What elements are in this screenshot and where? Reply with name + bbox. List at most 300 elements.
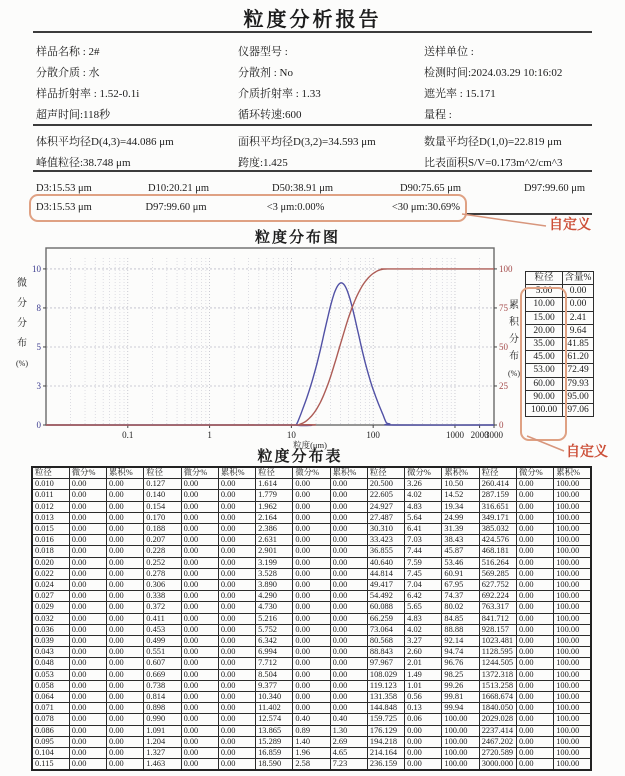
cell: 0.029 [32,602,69,613]
d-value-cell: D10:20.21 μm [148,183,210,194]
cell: 7.59 [405,557,442,568]
cell: 0.607 [144,658,181,669]
cell: 0.00 [218,602,255,613]
cell: 0.00 [69,535,106,546]
cell: 0.00 [330,613,367,624]
cell: 0.00 [107,490,144,501]
cell: 0.228 [144,546,181,557]
cell: 5.65 [405,602,442,613]
header-cell: 粒径 [32,467,69,479]
header-cell: 含量% [563,272,594,285]
cell: 0.00 [293,703,330,714]
cell: 0.00 [405,725,442,736]
sample-info-cell: 检测时间:2024.03.29 10:16:02 [424,66,563,79]
cell: 7.712 [256,658,293,669]
size-column-highlight-box [520,287,567,441]
cell: 2.386 [256,524,293,535]
cell: 159.725 [367,714,404,725]
cell: 0.00 [218,490,255,501]
y-left-axis-label: (%) [16,359,28,368]
cell: 0.00 [516,591,553,602]
cell: 0.00 [181,557,218,568]
cell: 0.00 [405,748,442,759]
cell: 0.00 [218,703,255,714]
cell: 0.00 [69,490,106,501]
cell: 0.00 [107,736,144,747]
plot-frame [46,248,494,425]
header-cell: 粒径 [367,467,404,479]
cell: 0.89 [293,725,330,736]
sample-info-row [36,103,595,124]
cell: 0.00 [516,479,553,490]
cell: 0.00 [107,703,144,714]
cell: 9.377 [256,680,293,691]
cell: 0.00 [516,580,553,591]
cell: 0.00 [330,680,367,691]
cell: 2237.414 [479,725,516,736]
cell: 0.00 [107,479,144,490]
cell: 100.00 [554,759,591,771]
cell: 97.06 [563,404,594,417]
cell: 0.00 [181,591,218,602]
cell: 15.289 [256,736,293,747]
cell: 3.26 [405,479,442,490]
cell: 2.01 [405,658,442,669]
cell: 0.039 [32,636,69,647]
cell: 0.127 [144,479,181,490]
cell: 1.96 [293,748,330,759]
cell: 0.56 [405,692,442,703]
cell: 100.00 [554,669,591,680]
cell: 0.06 [405,714,442,725]
cell: 0.00 [293,501,330,512]
cell: 0.252 [144,557,181,568]
cell: 100.00 [442,725,479,736]
cell: 100.00 [554,479,591,490]
cell: 0.00 [218,524,255,535]
cell: 38.43 [442,535,479,546]
cell: 100.00 [554,725,591,736]
cell: 0.00 [293,535,330,546]
cell: 44.814 [367,568,404,579]
cell: 0.00 [69,748,106,759]
y-left-axis-label: 分 [17,318,27,329]
cell: 0.140 [144,490,181,501]
cell: 5.216 [256,613,293,624]
header-cell: 微分% [405,467,442,479]
differential-curve [46,283,494,426]
cell: 0.00 [69,759,106,771]
cell: 841.712 [479,613,516,624]
cell: 80.02 [442,602,479,613]
cell: 100.00 [442,736,479,747]
header-cell: 粒径 [479,467,516,479]
cell: 0.00 [69,680,106,691]
cell: 131.358 [367,692,404,703]
cell: 0.00 [330,658,367,669]
cell: 0.00 [107,680,144,691]
y-left-tick-label: 3 [36,380,41,391]
custom-annotation-label: 自定义 [549,218,591,233]
cell: 0.00 [218,714,255,725]
table-row [32,759,591,771]
cell: 100.00 [554,591,591,602]
cell: 0.00 [330,647,367,658]
cell: 0.00 [516,680,553,691]
cell: 2.69 [330,736,367,747]
cell: 0.00 [293,658,330,669]
average-stat-cell: 比表面积S/V=0.173m^2/cm^3 [424,156,563,169]
cell: 7.44 [405,546,442,557]
cell: 0.00 [181,580,218,591]
custom-value-cell: D97:99.60 μm [145,201,207,213]
cell: 260.414 [479,479,516,490]
cell: 0.00 [107,658,144,669]
cell: 100.00 [554,546,591,557]
cell: 0.00 [69,613,106,624]
cell: 100.00 [554,624,591,635]
cell: 0.053 [32,669,69,680]
cell: 45.87 [442,546,479,557]
chart-section-title: 粒度分布图 [254,230,340,246]
cell: 692.224 [479,591,516,602]
cell: 0.00 [218,613,255,624]
cell: 36.855 [367,546,404,557]
cell: 0.338 [144,591,181,602]
cell: 0.990 [144,714,181,725]
d-value-cell: D50:38.91 μm [272,183,334,194]
cell: 1023.481 [479,636,516,647]
table-row [32,714,591,725]
cell: 1372.318 [479,669,516,680]
cell: 0.00 [218,568,255,579]
cell: 0.011 [32,490,69,501]
cell: 14.52 [442,490,479,501]
cell: 0.00 [181,680,218,691]
cell: 0.00 [69,647,106,658]
cell: 928.157 [479,624,516,635]
header-cell: 微分% [293,467,330,479]
cell: 61.20 [563,351,594,364]
x-axis-label: 粒度(μm) [293,440,327,450]
cell: 316.651 [479,501,516,512]
table-row [32,490,591,501]
cell: 54.492 [367,591,404,602]
cell: 4.730 [256,602,293,613]
y-left-axis-label: 分 [17,298,27,309]
sample-info-cell: 分散介质 : 水 [36,66,100,79]
cell: 60.088 [367,602,404,613]
cell: 0.00 [516,703,553,714]
cell: 0.00 [181,714,218,725]
average-stat-cell: 数量平均径D(1,0)=22.819 μm [424,135,562,148]
y-right-axis-label: (%) [508,369,520,378]
cell: 0.00 [293,680,330,691]
cell: 0.00 [181,736,218,747]
cell: 0.00 [516,636,553,647]
cell: 0.00 [218,535,255,546]
cell: 94.74 [442,647,479,658]
cell: 0.00 [181,624,218,635]
cell: 0.00 [516,736,553,747]
header-cell: 微分% [69,467,106,479]
cell: 98.25 [442,669,479,680]
cell: 0.00 [516,714,553,725]
cell: 60.91 [442,568,479,579]
cell: 97.967 [367,658,404,669]
cell: 53.46 [442,557,479,568]
cell: 1128.595 [479,647,516,658]
cell: 2.164 [256,512,293,523]
cell: 100.00 [554,568,591,579]
cell: 0.00 [293,669,330,680]
cell: 0.154 [144,501,181,512]
cell: 7.03 [405,535,442,546]
divider [33,170,592,172]
cell: 15.00 [526,311,563,324]
x-tick-label: 3000 [485,430,503,440]
sample-info-row [36,40,595,61]
cell: 516.264 [479,557,516,568]
cell: 100.00 [554,703,591,714]
cell: 100.00 [442,759,479,771]
cell: 2467.202 [479,736,516,747]
cell: 4.02 [405,490,442,501]
cell: 0.00 [181,512,218,523]
cell: 0.551 [144,647,181,658]
cell: 1.49 [405,669,442,680]
cell: 0.00 [516,501,553,512]
cell: 0.00 [69,658,106,669]
cell: 41.85 [563,338,594,351]
cell: 22.605 [367,490,404,501]
cell: 0.00 [107,714,144,725]
custom-value-cell: <3 μm:0.00% [266,201,325,213]
cell: 0.00 [563,298,594,311]
cell: 1.779 [256,490,293,501]
cell: 0.00 [330,524,367,535]
cell: 0.278 [144,568,181,579]
cell: 0.00 [516,535,553,546]
cell: 0.00 [293,479,330,490]
size-column-annotation-label: 自定义 [566,445,608,460]
table-row [32,557,591,568]
cell: 0.00 [516,759,553,771]
cell: 24.99 [442,512,479,523]
cell: 214.164 [367,748,404,759]
cell: 0.00 [69,580,106,591]
x-tick-label: 100 [366,430,380,440]
cell: 0.00 [69,546,106,557]
cell: 0.00 [218,580,255,591]
cell: 2.58 [293,759,330,771]
cell: 0.00 [218,759,255,771]
cell: 4.02 [405,624,442,635]
cell: 0.00 [330,479,367,490]
cell: 88.843 [367,647,404,658]
cell: 0.00 [69,725,106,736]
cell: 0.00 [69,568,106,579]
cell: 0.00 [69,669,106,680]
cell: 0.00 [218,692,255,703]
cell: 0.00 [181,479,218,490]
cell: 0.00 [293,591,330,602]
cell: 99.94 [442,703,479,714]
cell: 27.487 [367,512,404,523]
cell: 4.83 [405,501,442,512]
header-cell: 粒径 [256,467,293,479]
cell: 100.00 [554,647,591,658]
cell: 1.962 [256,501,293,512]
average-stat-cell: 跨度:1.425 [238,156,288,169]
sample-info-cell: 介质折射率 : 1.33 [238,87,321,100]
cell: 0.00 [330,580,367,591]
cell: 0.00 [293,546,330,557]
sample-info-cell: 样品名称 : 2# [36,45,100,58]
cell: 0.00 [69,557,106,568]
cell: 95.00 [563,390,594,403]
cell: 1244.505 [479,658,516,669]
table-row [32,479,591,490]
cell: 31.39 [442,524,479,535]
cell: 0.043 [32,647,69,658]
cell: 108.029 [367,669,404,680]
cell: 0.00 [181,602,218,613]
cell: 0.012 [32,501,69,512]
cell: 0.00 [516,725,553,736]
cell: 0.00 [218,658,255,669]
cell: 24.927 [367,501,404,512]
cell: 45.00 [526,351,563,364]
cell: 0.00 [218,512,255,523]
cell: 0.00 [218,636,255,647]
header-cell: 累积% [218,467,255,479]
y-right-axis-label: 布 [509,351,519,362]
cell: 0.00 [330,602,367,613]
cell: 0.00 [405,759,442,771]
sample-info-row [36,82,595,103]
cell: 3.890 [256,580,293,591]
cell: 0.00 [218,591,255,602]
cell: 0.00 [293,490,330,501]
cell: 385.032 [479,524,516,535]
cell: 0.00 [405,736,442,747]
cell: 0.071 [32,703,69,714]
cell: 84.85 [442,613,479,624]
cell: 6.41 [405,524,442,535]
cell: 11.402 [256,703,293,714]
cell: 20.00 [526,324,563,337]
cell: 0.00 [516,613,553,624]
cell: 1.30 [330,725,367,736]
cell: 5.64 [405,512,442,523]
cell: 0.00 [181,546,218,557]
cell: 0.032 [32,613,69,624]
custom-value-cell: D3:15.53 μm [36,201,92,213]
cell: 79.93 [563,377,594,390]
cell: 468.181 [479,546,516,557]
cell: 100.00 [554,714,591,725]
cell: 0.00 [181,759,218,771]
cell: 0.814 [144,692,181,703]
cell: 0.00 [69,636,106,647]
average-stat-row [36,151,595,172]
cell: 0.00 [69,692,106,703]
cell: 5.00 [526,285,563,298]
cell: 0.00 [330,501,367,512]
cell: 0.00 [516,524,553,535]
cell: 0.015 [32,524,69,535]
y-left-tick-label: 10 [32,263,41,274]
distribution-table [31,466,592,771]
cell: 0.00 [107,669,144,680]
cell: 0.188 [144,524,181,535]
cell: 99.81 [442,692,479,703]
cell: 100.00 [442,748,479,759]
header-cell: 微分% [516,467,553,479]
cell: 0.00 [330,535,367,546]
cell: 1.091 [144,725,181,736]
y-left-axis-label: 微 [17,278,27,289]
y-right-tick-label: 0 [499,420,504,430]
sample-info-cell: 量程 : [424,108,452,121]
cell: 49.417 [367,580,404,591]
page-title: 粒度分析报告 [243,9,382,31]
cell: 0.00 [330,692,367,703]
cell: 0.453 [144,624,181,635]
cell: 10.340 [256,692,293,703]
cell: 1513.258 [479,680,516,691]
table-row [32,568,591,579]
cell: 0.170 [144,512,181,523]
cell: 0.00 [181,636,218,647]
cell: 100.00 [554,692,591,703]
cell: 7.23 [330,759,367,771]
cell: 99.26 [442,680,479,691]
cell: 0.13 [405,703,442,714]
cell: 0.00 [218,501,255,512]
y-right-axis-label: 积 [509,317,519,328]
sample-info-cell: 样品折射率 : 1.52-0.1i [36,87,140,100]
cell: 569.285 [479,568,516,579]
annotation-pointer-line [522,433,568,455]
cell: 0.00 [516,602,553,613]
side-table-header-row [526,272,594,285]
cell: 0.372 [144,602,181,613]
cell: 0.00 [516,669,553,680]
cell: 3.27 [405,636,442,647]
cell: 0.010 [32,479,69,490]
cell: 100.00 [554,636,591,647]
cell: 19.34 [442,501,479,512]
cell: 0.00 [293,602,330,613]
cell: 0.00 [330,636,367,647]
cell: 0.00 [293,568,330,579]
cell: 1.40 [293,736,330,747]
y-left-tick-label: 5 [36,341,41,352]
y-right-tick-label: 75 [499,302,508,313]
cell: 1.463 [144,759,181,771]
cell: 0.00 [218,748,255,759]
cell: 100.00 [554,512,591,523]
cell: 0.00 [516,557,553,568]
cell: 4.65 [330,748,367,759]
cell: 0.00 [69,602,106,613]
cell: 66.259 [367,613,404,624]
cell: 0.00 [293,557,330,568]
cell: 0.00 [293,524,330,535]
sample-info-cell: 超声时间:118秒 [36,108,111,121]
